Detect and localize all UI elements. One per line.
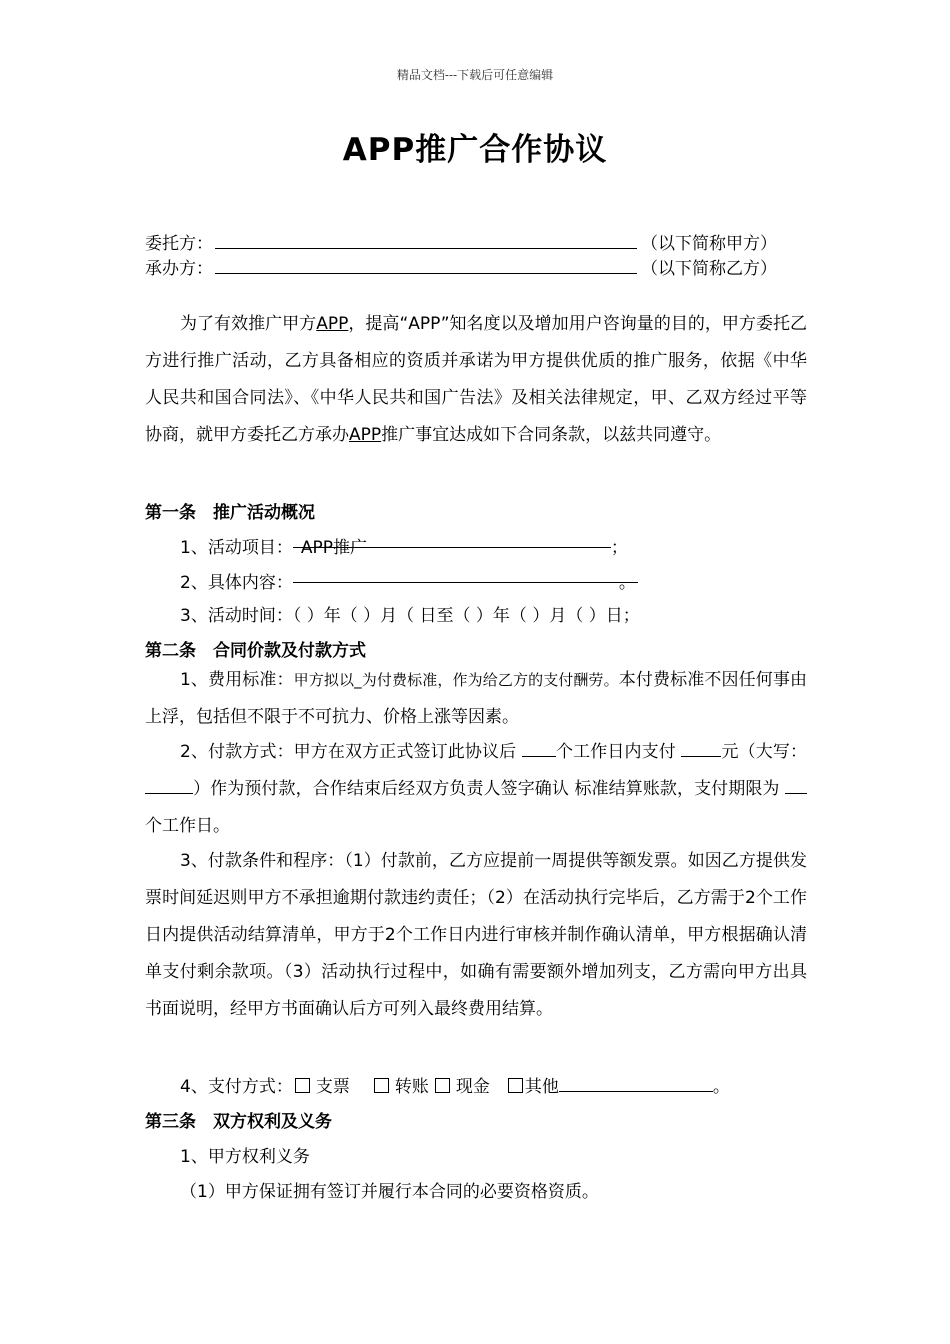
section-3-item-1-1: （1）甲方保证拥有签订并履行本合同的必要资格资质。 (180, 1182, 599, 1202)
activity-item-end: ； (610, 538, 628, 558)
check-cheque-checkbox[interactable] (295, 1078, 310, 1093)
party-a-line (145, 229, 777, 254)
pay-type-end: 。 (712, 1077, 730, 1097)
party-a-label: 委托方： (145, 234, 213, 254)
section-2-heading: 第二条 合同价款及付款方式 (145, 641, 366, 661)
intro-block (145, 306, 807, 454)
pay-type-label: 4、支付方式： (180, 1077, 293, 1097)
amount-blank[interactable] (681, 742, 721, 757)
party-b-blank[interactable] (215, 257, 637, 274)
payment-method-e: 个工作日。 (145, 816, 230, 836)
party-b-line (145, 254, 777, 279)
content-field[interactable] (293, 568, 638, 593)
section-1-item-3: 3、活动时间：（ ）年（ ）月（ 日至（ ）年（ ）月（ ）日； (180, 606, 640, 626)
activity-item-field[interactable] (293, 533, 611, 558)
party-a-blank[interactable] (215, 232, 637, 249)
section-2-item-4 (145, 1072, 730, 1097)
check-cash-checkbox[interactable] (435, 1078, 450, 1093)
payment-method-b: 个工作日内支付 (555, 742, 682, 762)
fee-standard-rest: 本付费标准不因任何事由上浮，包括但不限于不可抗力、价格上涨等因素。 (145, 670, 807, 727)
section-1-item-2 (145, 568, 638, 593)
workdays-blank[interactable] (522, 742, 556, 757)
option-cheque: 支票 (315, 1077, 350, 1097)
amount-words-blank[interactable] (145, 779, 193, 794)
section-1-heading: 第一条 推广活动概况 (145, 503, 315, 523)
intro-text-2: ，提高“APP”知名度以及增加用户咨询量的目的，甲方委托乙方进行推广活动，乙方具备相应的资质并承诺为甲方提供优质的推广服务，依据《中华人民共和国合同法》、《中华人民共和国广告法》及相关法律规定，甲、乙双方经过平等协商，就甲方委托乙方承办 (145, 314, 808, 445)
payment-method-c: 元（大写： (721, 742, 807, 762)
payment-conditions-text: 3、付款条件和程序：（1）付款前，乙方应提前一周提供等额发票。如因乙方提供发票时间延迟则甲方不承担逾期付款违约责任；（2）在活动执行完毕后，乙方需于2个工作日内提供活动结算清单，甲方于2个工作日内进行审核并制作确认清单，甲方根据确认清单支付剩余款项。（3）活动执行过程中，如确有需要额外增加列支，乙方需向甲方出具书面说明，经甲方书面确认后方可列入最终费用结算。 (145, 851, 807, 1019)
intro-text-1: 为了有效推广甲方 (180, 314, 317, 334)
check-transfer-checkbox[interactable] (374, 1078, 389, 1093)
section-2-item-1 (145, 662, 807, 736)
activity-item-label: 1、活动项目： (180, 538, 293, 558)
payment-method-d: ）作为预付款，合作结束后经双方负责人签字确认 标准结算账款，支付期限为 (193, 779, 785, 799)
document-title: APP推广合作协议 (342, 132, 608, 168)
section-2-item-2 (145, 734, 807, 845)
fee-standard-label: 1、费用标准： (180, 670, 294, 690)
activity-item-value: APP推广 (300, 538, 367, 558)
intro-app-1: APP (316, 314, 349, 334)
intro-app-2: APP (349, 425, 382, 445)
header-note: 精品文档---下载后可任意编辑 (396, 68, 554, 82)
section-1-item-1 (145, 533, 628, 558)
section-2-item-3 (145, 843, 807, 1028)
party-b-suffix: （以下简称乙方） (641, 259, 777, 279)
option-transfer: 转账 (394, 1077, 429, 1097)
other-blank[interactable] (559, 1077, 713, 1092)
party-a-suffix: （以下简称甲方） (641, 234, 777, 254)
payment-method-a: 2、付款方式：甲方在双方正式签订此协议后 (180, 742, 522, 762)
period-blank[interactable] (785, 779, 807, 794)
content-label: 2、具体内容： (180, 573, 293, 593)
option-cash: 现金 (455, 1077, 490, 1097)
section-3-heading: 第三条 双方权利及义务 (145, 1112, 332, 1132)
check-other-checkbox[interactable] (508, 1078, 523, 1093)
option-other: 其他 (524, 1077, 559, 1097)
intro-paragraph (145, 306, 807, 454)
intro-text-3: 推广事宜达成如下合同条款，以兹共同遵守。 (381, 425, 722, 445)
section-3-item-1: 1、甲方权利义务 (180, 1147, 310, 1167)
fee-standard-small: 甲方拟以_为付费标准，作为给乙方的支付酬劳。 (293, 671, 619, 689)
party-b-label: 承办方： (145, 259, 213, 279)
content-end: 。 (618, 573, 636, 593)
